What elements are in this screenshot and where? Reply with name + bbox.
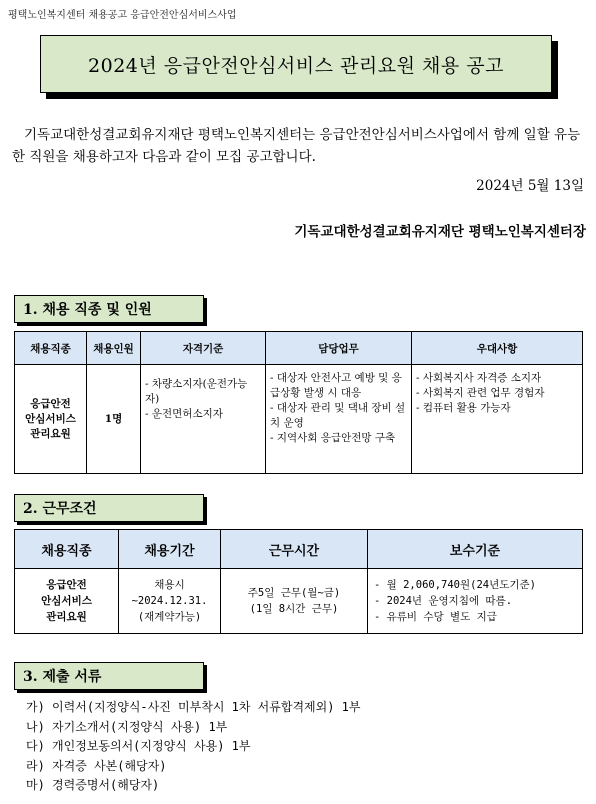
organization-signature: 기독교대한성결교회유지재단 평택노인복지센터장	[294, 224, 586, 240]
section-heading-conditions: 2. 근무조건	[14, 494, 204, 522]
table-header-cell: 자격기준	[141, 332, 266, 365]
table-header-cell: 보수기준	[368, 530, 583, 569]
hours-cell: 주5일 근무(월~금) (1일 8시간 근무)	[221, 569, 368, 634]
duties-cell: - 대상자 안전사고 예방 및 응급상황 발생 시 대응 - 대상자 관리 및 댁내 장비 설치 운영 - 지역사회 응급안전망 구축	[266, 365, 412, 474]
table-header-cell: 채용기간	[119, 530, 221, 569]
table-header-row	[15, 332, 583, 365]
intro-paragraph: 기독교대한성결교회유지재단 평택노인복지센터는 응급안전안심서비스사업에서 함께 일할 유능한 직원을 채용하고자 다음과 같이 모집 공고합니다.	[12, 127, 581, 165]
list-item: 가) 이력서(지정양식-사진 미부착시 1차 서류합격제외) 1부	[26, 700, 361, 714]
conditions-table	[14, 529, 583, 634]
list-item: 다) 개인정보동의서(지정양식 사용) 1부	[26, 739, 251, 753]
section-heading-positions: 1. 채용 직종 및 인원	[14, 295, 204, 323]
table-header-cell: 채용직종	[15, 530, 119, 569]
positions-table	[14, 331, 583, 474]
list-item: 라) 자격증 사본(해당자)	[26, 758, 167, 773]
announcement-date: 2024년 5월 13일	[476, 178, 584, 194]
job-title-cell: 응급안전 안심서비스 관리요원	[15, 569, 119, 634]
table-header-cell: 근무시간	[221, 530, 368, 569]
table-header-cell: 우대사항	[412, 332, 583, 365]
section-heading-documents: 3. 제출 서류	[14, 662, 204, 690]
table-header-cell: 채용인원	[87, 332, 141, 365]
pay-cell: - 월 2,060,740원(24년도기준) - 2024년 운영지침에 따름. - 유류비 수당 별도 지급	[368, 569, 583, 634]
preferences-cell: - 사회복지사 자격증 소지자 - 사회복지 관련 업무 경험자 - 컴퓨터 활용 가능자	[412, 365, 583, 474]
page-header-text: 평택노인복지센터 채용공고 응급안전안심서비스사업	[8, 10, 237, 21]
table-row	[15, 569, 583, 634]
title-banner	[40, 35, 552, 93]
table-header-cell: 채용직종	[15, 332, 87, 365]
period-cell: 채용시 ~2024.12.31. (재계약가능)	[119, 569, 221, 634]
table-row	[15, 365, 583, 474]
job-title-cell: 응급안전 안심서비스 관리요원	[15, 365, 87, 474]
qualification-cell: - 차량소지자(운전가능자) - 운전면허소지자	[141, 365, 266, 474]
table-header-row	[15, 530, 583, 569]
list-item: 나) 자기소개서(지정양식 사용) 1부	[26, 719, 228, 734]
headcount-cell: 1명	[87, 365, 141, 474]
list-item: 마) 경력증명서(해당자)	[26, 778, 160, 792]
table-header-cell: 담당업무	[266, 332, 412, 365]
page-title: 2024년 응급안전안심서비스 관리요원 채용 공고	[88, 54, 504, 77]
documents-list	[26, 698, 361, 796]
